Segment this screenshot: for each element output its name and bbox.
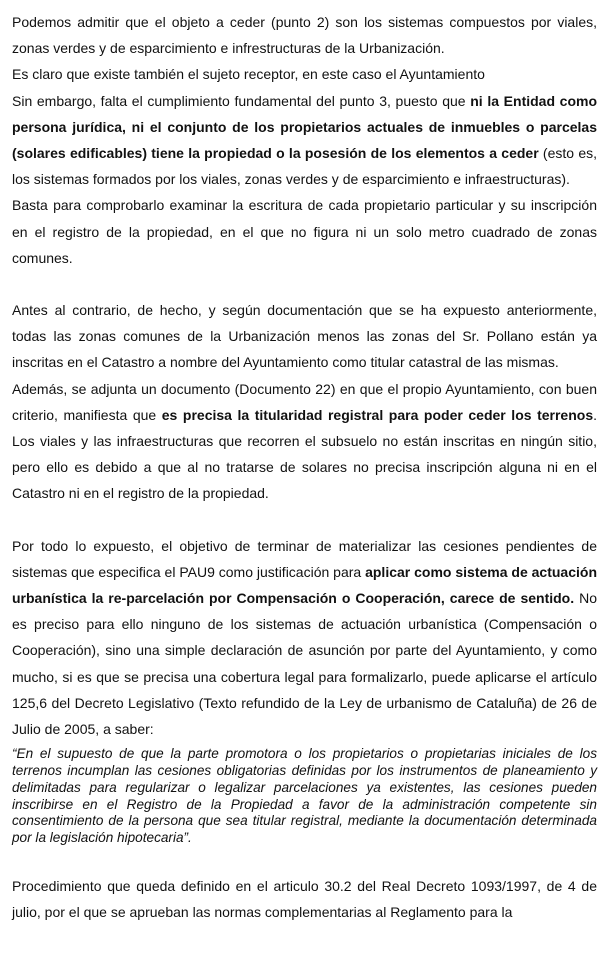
legal-quote <box>12 746 597 847</box>
paragraph-spacer <box>12 507 597 533</box>
text-run: Basta para comprobarlo examinar la escritura de cada propietario particular y su inscripción en el registro de la propiedad, en el que no figura ni un solo metro cuadrado de zonas comunes. <box>12 197 597 266</box>
bold-text-run: ni la Entidad como persona jurídica, ni el conjunto de los propietarios actuales de inmuebles o parcelas (solares edificables) tiene la propiedad o la posesión de los elementos a ceder <box>12 92 597 162</box>
text-run: Es claro que existe también el sujeto receptor, en este caso el Ayuntamiento <box>12 66 485 83</box>
text-run: (esto es, los sistemas formados por los viales, zonas verdes y de esparcimiento e infraestructuras). <box>12 145 597 188</box>
paragraph-objeto-ceder <box>12 9 597 61</box>
bold-text-run: aplicar como sistema de actuación urbanística la re-parcelación por Compensación o Cooperación, carece de sentido. <box>12 563 597 607</box>
text-run: Podemos admitir que el objeto a ceder (punto 2) son los sistemas compuestos por viales, zonas verdes y de esparcimiento e infrestructuras de la Urbanización. <box>12 14 597 57</box>
text-run: Por todo lo expuesto, el objetivo de terminar de materializar las cesiones pendientes de sistemas que especifica el PAU9 como justificación para <box>12 537 597 580</box>
paragraph-sujeto-receptor <box>12 61 597 87</box>
quote-text: “En el supuesto de que la parte promotora o los propietarios o propietarias iniciales de los terrenos incumplan las cesiones obligatorias definidas por los instrumentos de planeamiento y delimitadas para regularizar o legalizar parcelaciones ya existentes, las cesiones pueden inscribirse en el Registro de la Propiedad a favor de la administración competente sin consentimiento de la persona que sea titular registral, mediante la documentación determinada por la legislación hipotecaria”. <box>12 746 597 846</box>
paragraph-procedimiento <box>12 873 597 925</box>
text-run: No es preciso para ello ninguno de los sistemas de actuación urbanística (Compensación o Cooperación), sino una simple declaración de asunción por parte del Ayuntamiento, y como mucho, si es que se precisa una cobertura legal para formalizarlo, puede aplicarse el artículo 125,6 del Decreto Legislativo (Texto refundido de la Ley de urbanismo de Cataluña) de 26 de Julio de 2005, a saber: <box>12 590 597 738</box>
bold-text-run: es precisa la titularidad registral para poder ceder los terrenos <box>161 406 594 423</box>
text-run: Procedimiento que queda definido en el articulo 30.2 del Real Decreto 1093/1997, de 4 de julio, por el que se aprueban las normas complementarias al Reglamento para la <box>12 878 597 921</box>
paragraph-por-todo-expuesto <box>12 533 597 743</box>
paragraph-antes-contrario <box>12 297 597 376</box>
paragraph-spacer <box>12 271 597 297</box>
paragraph-spacer <box>12 847 597 873</box>
paragraph-ademas-documento <box>12 376 597 507</box>
paragraph-falta-cumplimiento <box>12 88 597 193</box>
text-run: Sin embargo, falta el cumplimiento fundamental del punto 3, puesto que <box>12 92 471 109</box>
text-run: Antes al contrario, de hecho, y según documentación que se ha expuesto anteriormente, todas las zonas comunes de la Urbanización menos las zonas del Sr. Pollano están ya inscritas en el Catastro a nombre del Ayuntamiento como titular catastral de las mismas. <box>12 302 597 371</box>
text-run: Además, se adjunta un documento (Documento 22) en que el propio Ayuntamiento, con buen criterio, manifiesta que <box>12 380 597 423</box>
text-run: . Los viales y las infraestructuras que recorren el subsuelo no están inscritas en ningún sitio, pero ello es debido a que al no tratarse de solares no precisa inscripción alguna ni en el Catastro ni en el registro de la propiedad. <box>12 406 598 502</box>
paragraph-basta-comprobarlo <box>12 192 597 271</box>
